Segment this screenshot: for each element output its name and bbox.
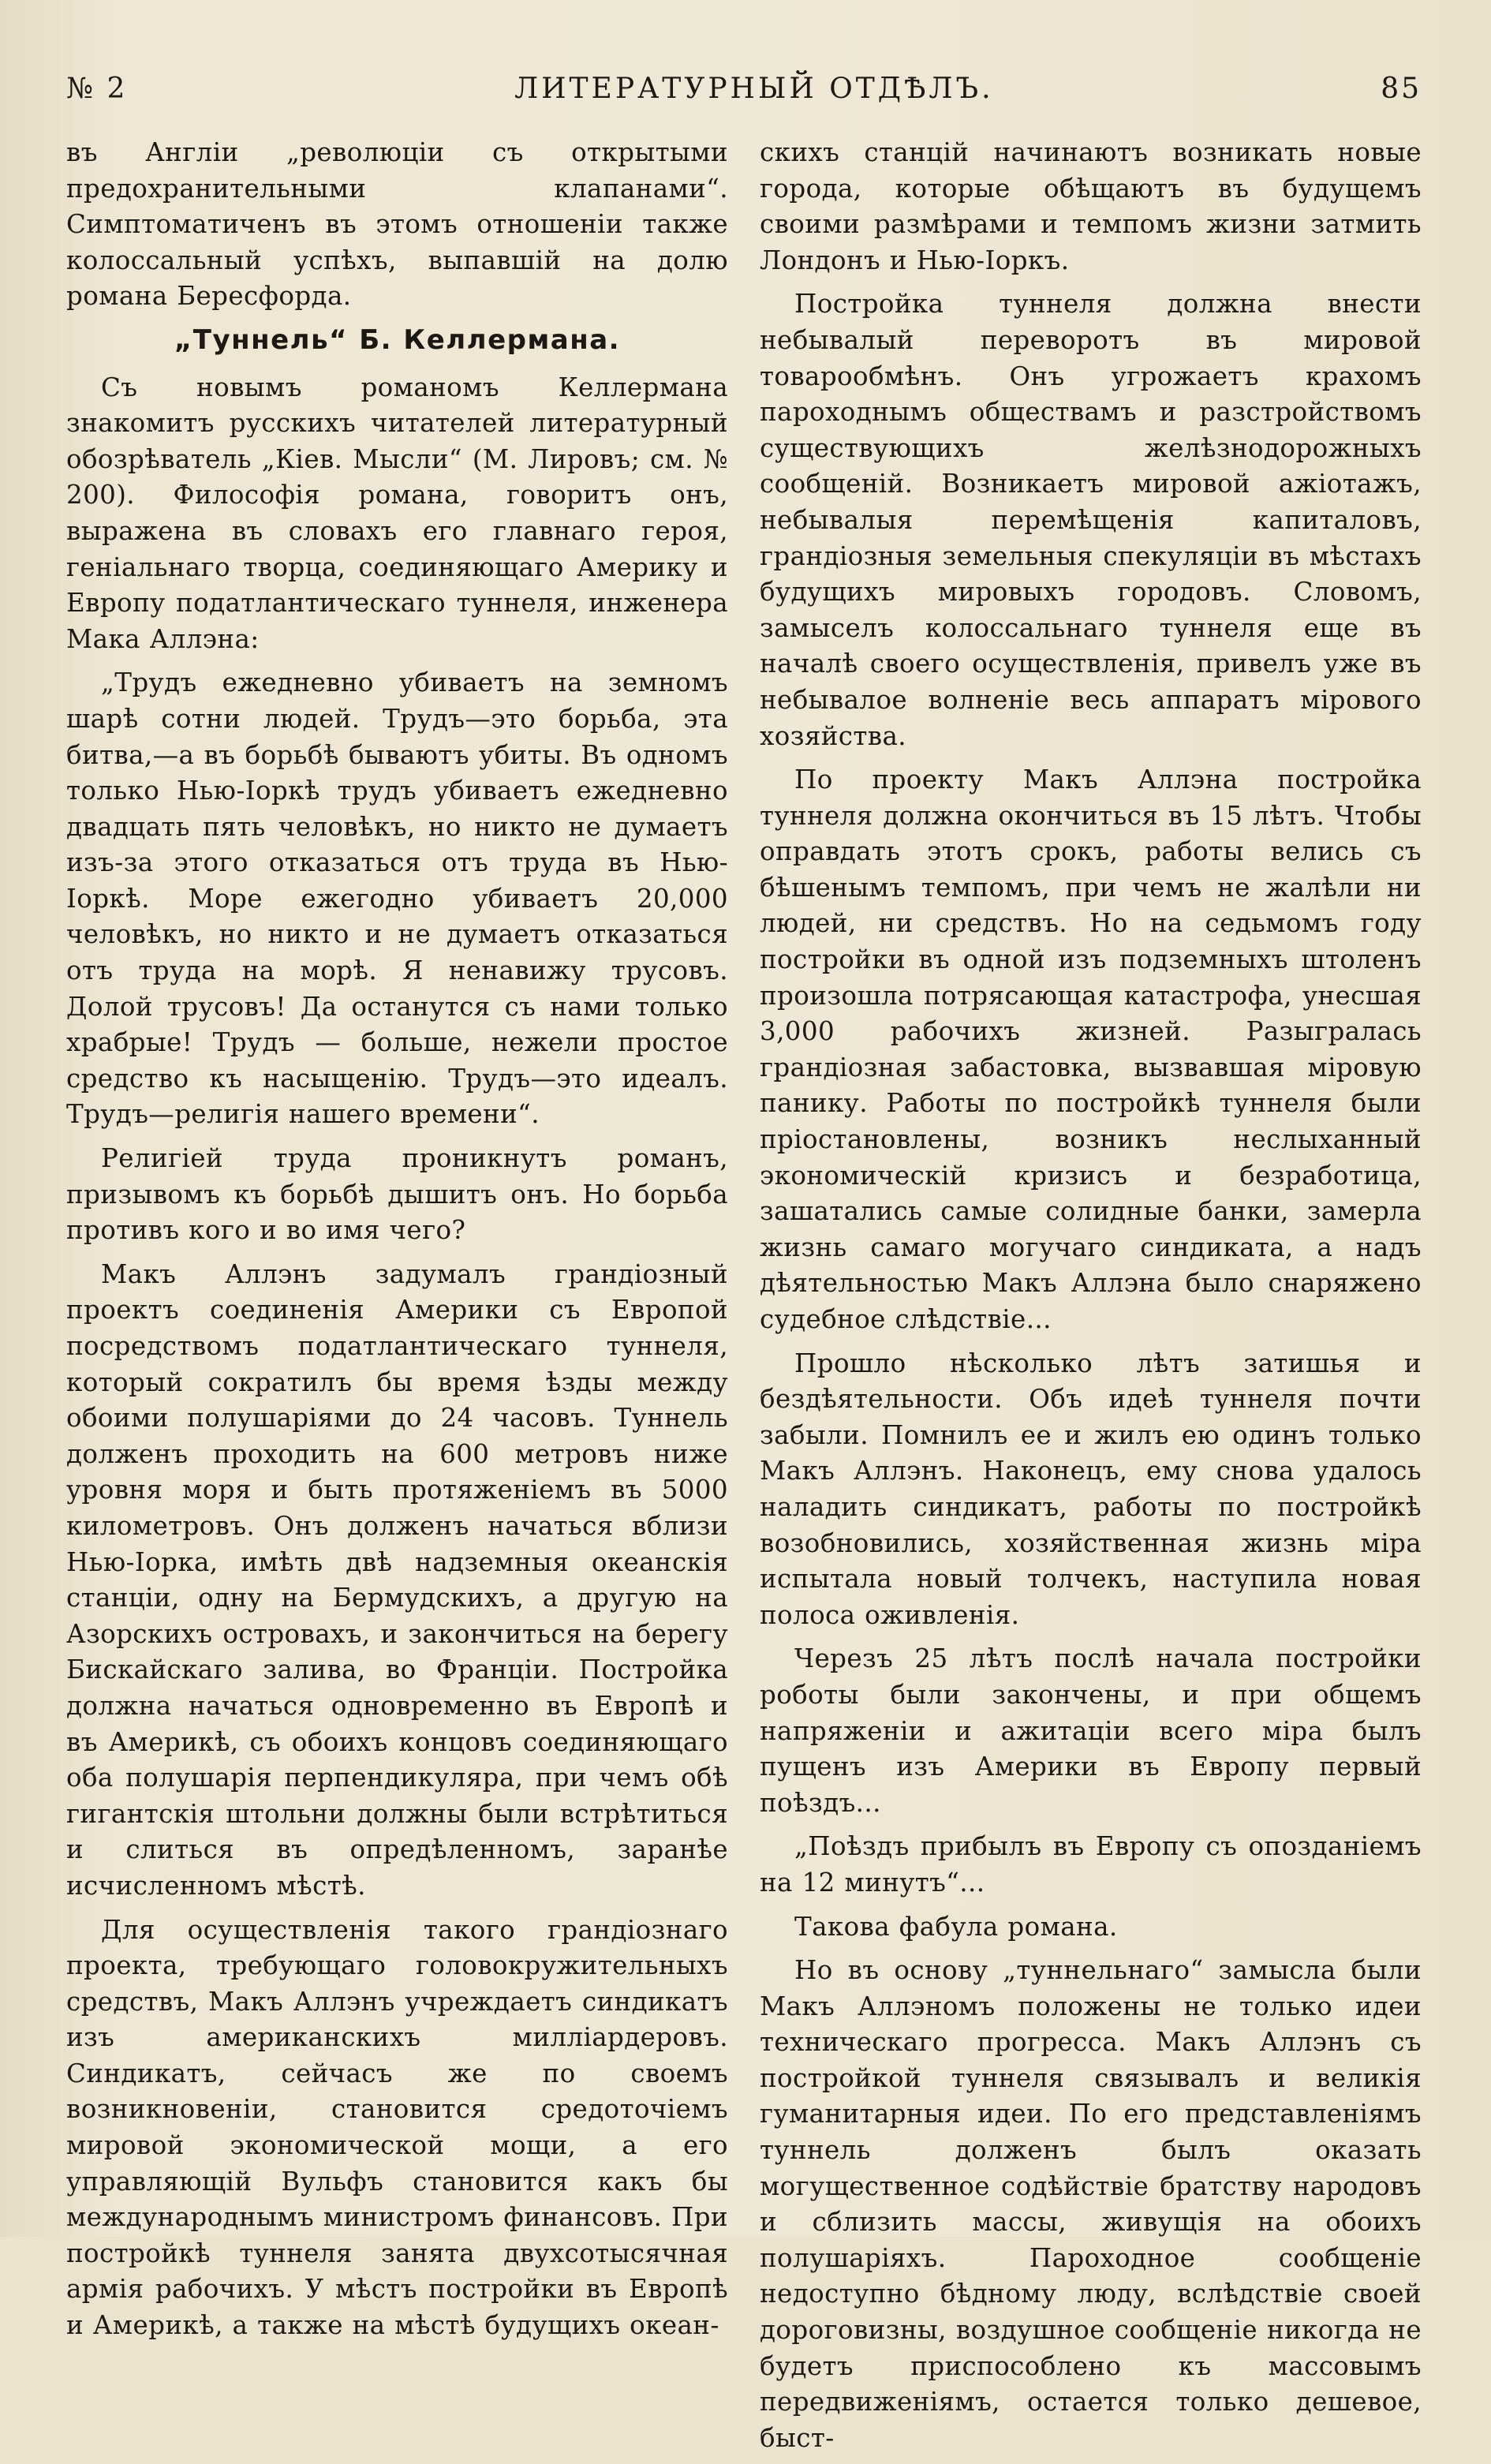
paragraph: Для осуществленія такого грандіознаго проекта, требующаго головокружительныхъ средствъ, Макъ Аллэнъ учреждаетъ синдикатъ изъ американскихъ милліардеровъ. Синдикатъ, сейчасъ же по своемъ возникновеніи, становится средоточіемъ мировой экономической мощи, а его управляющій Вульфъ становится какъ бы международнымъ министромъ финансовъ. При постройкѣ туннеля занята двухсотысячная армія рабочихъ. У мѣстъ постройки въ Европѣ и Америкѣ, а также на мѣстѣ будущихъ океан- [66, 1914, 728, 2341]
text-columns [66, 135, 1422, 2464]
paragraph: Но въ основу „туннельнаго“ замысла были Макъ Аллэномъ положены не только идеи техническаго прогресса. Макъ Аллэнъ съ постройкой туннеля связывалъ и великія гуманитарныя идеи. По его представленіямъ туннель долженъ былъ оказать могущественное содѣйствіе братству народовъ и сблизить массы, живущія на обоихъ полушаріяхъ. Пароходное сообщеніе недоступно бѣдному люду, вслѣдствіе своей дороговизны, воздушное сообщеніе никогда не будетъ приспособлено къ массовымъ передвиженіямъ, остается только дешевое, быст- [760, 1955, 1422, 2453]
paragraph: Постройка туннеля должна внести небывалый переворотъ въ мировой товарообмѣнъ. Онъ угрожаетъ крахомъ пароходнымъ обществамъ и разстройствомъ существующихъ желѣзнодорожныхъ сообщеній. Возникаетъ мировой ажіотажъ, небывалыя перемѣщенія капиталовъ, грандіозныя земельныя спекуляціи въ мѣстахъ будущихъ мировыхъ городовъ. Словомъ, замыселъ колоссальнаго туннеля еще въ началѣ своего осуществленія, привелъ уже въ небывалое волненіе весь аппаратъ мірового хозяйства. [760, 289, 1422, 751]
page-number: 85 [1381, 73, 1422, 105]
paragraph: Съ новымъ романомъ Келлермана знакомитъ русскихъ читателей литературный обозрѣватель „Кіев. Мысли“ (М. Лировъ; см. № 200). Философія романа, говоритъ онъ, выражена въ словахъ его главнаго героя, геніальнаго творца, соединяющаго Америку и Европу податлантическаго туннеля, инженера Мака Аллэна: [66, 372, 728, 654]
paragraph: въ Англіи „революціи съ открытыми предохранительными клапанами“. Симптоматиченъ въ этомъ отношеніи также колоссальный успѣхъ, выпавшій на долю романа Бересфорда. [66, 137, 728, 312]
right-column [760, 135, 1422, 2464]
article-heading: „Туннель“ Б. Келлермана. [174, 323, 621, 356]
left-column [66, 135, 728, 2464]
paragraph: Макъ Аллэнъ задумалъ грандіозный проектъ соединенія Америки съ Европой посредствомъ податлантическаго туннеля, который сократилъ бы время ѣзды между обоими полушаріями до 24 часовъ. Туннель долженъ проходить на 600 метровъ ниже уровня моря и быть протяженіемъ въ 5000 километровъ. Онъ долженъ начаться вблизи Нью-Іорка, имѣть двѣ надземныя океанскія станціи, одну на Бермудскихъ, а другую на Азорскихъ островахъ, и закончиться на берегу Бискайскаго залива, во Франціи. Постройка должна начаться одновременно въ Европѣ и въ Америкѣ, съ обоихъ концовъ соединяющаго оба полушарія перпендикуляра, при чемъ обѣ гигантскія штольни должны были встрѣтиться и слиться въ опредѣленномъ, заранѣе исчисленномъ мѣстѣ. [66, 1258, 728, 1901]
paragraph: Прошло нѣсколько лѣтъ затишья и бездѣятельности. Объ идеѣ туннеля почти забыли. Помнилъ ее и жилъ ею одинъ только Макъ Аллэнъ. Наконецъ, ему снова удалось наладить синдикатъ, работы по постройкѣ возобновились, хозяйственная жизнь міра испытала новый толчекъ, наступила новая полоса оживленія. [760, 1348, 1422, 1630]
quote-paragraph: „Поѣздъ прибылъ въ Европу съ опозданіемъ на 12 минутъ“... [760, 1831, 1422, 1898]
paragraph: Религіей труда проникнутъ романъ, призывомъ къ борьбѣ дышитъ онъ. Но борьба противъ кого и во имя чего? [66, 1143, 728, 1246]
issue-number: № 2 [66, 73, 128, 105]
quote-paragraph: „Трудъ ежедневно убиваетъ на земномъ шарѣ сотни людей. Трудъ—это борьба, эта битва,—а въ борьбѣ бываютъ убиты. Въ одномъ только Нью-Іоркѣ трудъ убиваетъ ежедневно двадцать пять человѣкъ, но никто не думаетъ изъ-за этого отказаться отъ труда въ Нью-Іоркѣ. Море ежегодно убиваетъ 20,000 человѣкъ, но никто и не думаетъ отказаться отъ труда на морѣ. Я ненавижу трусовъ. Долой трусовъ! Да останутся съ нами только храбрые! Трудъ — больше, нежели простое средство къ насыщенію. Трудъ—это идеалъ. Трудъ—религія нашего времени“. [66, 667, 728, 1130]
paragraph: Такова фабула романа. [794, 1911, 1118, 1942]
running-header [66, 73, 1422, 105]
paragraph: Черезъ 25 лѣтъ послѣ начала постройки роботы были закончены, и при общемъ напряженіи и ажитаціи всего міра былъ пущенъ изъ Америки въ Европу первый поѣздъ... [760, 1643, 1422, 1818]
paragraph: скихъ станцій начинаютъ возникать новые города, которые обѣщаютъ въ будущемъ своими размѣрами и темпомъ жизни затмить Лондонъ и Нью-Іоркъ. [760, 137, 1422, 275]
section-title: ЛИТЕРАТУРНЫЙ ОТДѢЛЪ. [514, 73, 994, 105]
paragraph: По проекту Макъ Аллэна постройка туннеля должна окончиться въ 15 лѣтъ. Чтобы оправдать этотъ срокъ, работы велись съ бѣшенымъ темпомъ, при чемъ не жалѣли ни людей, ни средствъ. Но на седьмомъ году постройки въ одной изъ подземныхъ штоленъ произошла потрясающая катастрофа, унесшая 3,000 рабочихъ жизней. Разыгралась грандіозная забастовка, вызвавшая міровую панику. Работы по постройкѣ туннеля были пріостановлены, возникъ неслыханный экономическій кризисъ и безработица, зашатались самые солидные банки, замерла жизнь самаго могучаго синдиката, а надъ дѣятельностью Макъ Аллэна было снаряжено судебное слѣдствіе... [760, 765, 1422, 1334]
